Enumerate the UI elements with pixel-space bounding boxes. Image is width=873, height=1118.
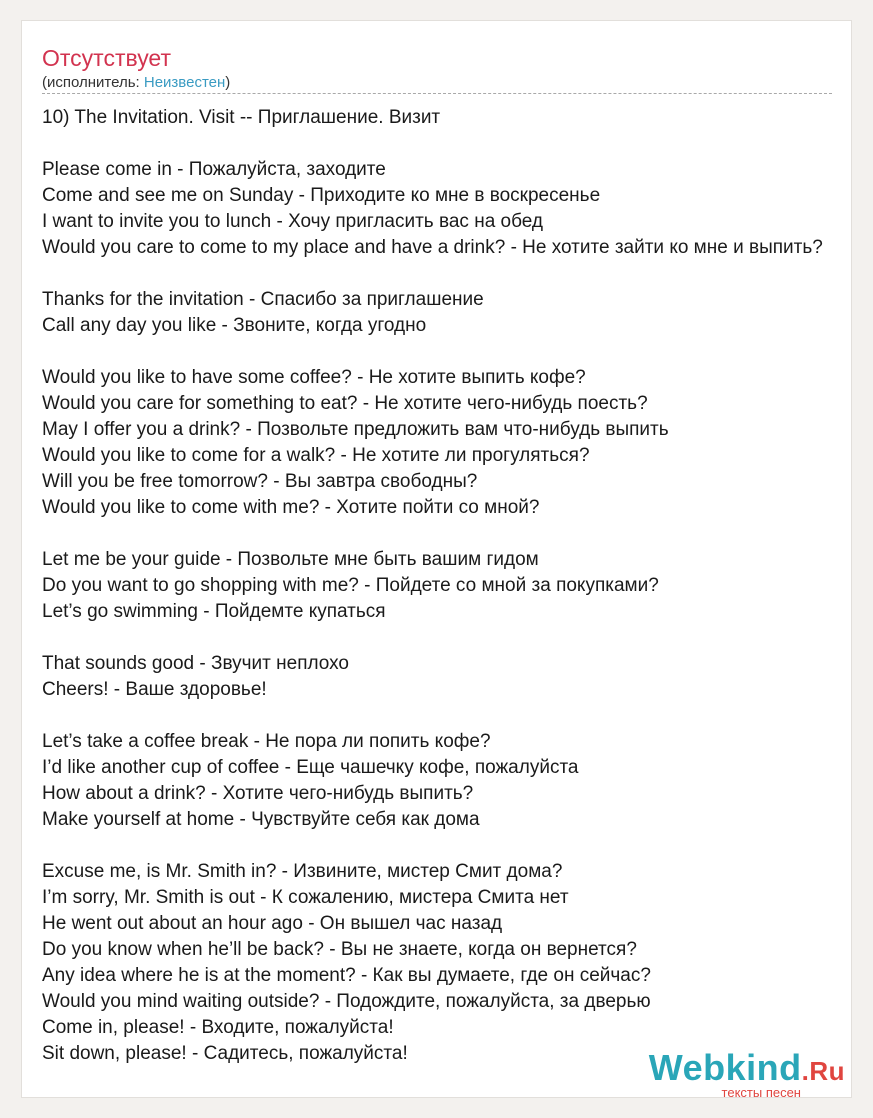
lyrics-line: Would you like to have some coffee? - Не хотите выпить кофе?	[42, 367, 586, 388]
lyrics-line: Come and see me on Sunday - Приходите ко мне в воскресенье	[42, 185, 601, 206]
lyrics-line: Would you care for something to eat? - Не хотите чего-нибудь поесть?	[42, 393, 648, 414]
lyrics-card	[21, 20, 852, 1098]
song-title: Отсутствует	[42, 45, 171, 71]
lyrics-line: I’d like another cup of coffee - Еще чашечку кофе, пожалуйста	[42, 757, 579, 778]
lyrics-line: Come in, please! - Входите, пожалуйста!	[42, 1017, 394, 1038]
lyrics-line: 10) The Invitation. Visit -- Приглашение. Визит	[42, 107, 441, 128]
lyrics-line: Would you like to come for a walk? - Не хотите ли прогуляться?	[42, 445, 590, 466]
lyrics-text	[42, 105, 852, 1093]
artist-line	[42, 73, 230, 93]
lyrics-line: Would you mind waiting outside? - Подождите, пожалуйста, за дверью	[42, 991, 651, 1012]
lyrics-line: May I offer you a drink? - Позвольте предложить вам что-нибудь выпить	[42, 419, 669, 440]
lyrics-stanza	[42, 547, 852, 625]
lyrics-stanza	[42, 729, 852, 833]
lyrics-line: How about a drink? - Хотите чего-нибудь выпить?	[42, 783, 474, 804]
lyrics-line: Let’s take a coffee break - Не пора ли попить кофе?	[42, 731, 491, 752]
artist-link[interactable]: Неизвестен	[143, 74, 226, 91]
watermark-brand: Webkind	[648, 1047, 802, 1088]
site-watermark	[649, 1048, 845, 1099]
artist-suffix: )	[225, 74, 231, 91]
artist-prefix: (исполнитель:	[42, 74, 144, 91]
watermark-tld: .Ru	[801, 1056, 845, 1086]
lyrics-line: Make yourself at home - Чувствуйте себя как дома	[42, 809, 480, 830]
lyrics-line: Call any day you like - Звоните, когда угодно	[42, 315, 427, 336]
lyrics-line: Excuse me, is Mr. Smith in? - Извините, мистер Смит дома?	[42, 861, 563, 882]
lyrics-line: Sit down, please! - Садитесь, пожалуйста!	[42, 1043, 408, 1064]
lyrics-line: Let’s go swimming - Пойдемте купаться	[42, 601, 386, 622]
watermark-tagline: тексты песен	[721, 1085, 801, 1100]
lyrics-line: Please come in - Пожалуйста, заходите	[42, 159, 386, 180]
lyrics-line: Any idea where he is at the moment? - Как вы думаете, где он сейчас?	[42, 965, 651, 986]
lyrics-line: I’m sorry, Mr. Smith is out - К сожалению, мистера Смита нет	[42, 887, 569, 908]
lyrics-line: Cheers! - Ваше здоровье!	[42, 679, 267, 700]
lyrics-stanza	[42, 859, 852, 1067]
lyrics-stanza	[42, 365, 852, 521]
lyrics-stanza	[42, 287, 852, 339]
lyrics-line: He went out about an hour ago - Он вышел час назад	[42, 913, 503, 934]
lyrics-line: Thanks for the invitation - Спасибо за приглашение	[42, 289, 484, 310]
lyrics-line: That sounds good - Звучит неплохо	[42, 653, 349, 674]
lyrics-line: Would you care to come to my place and have a drink? - Не хотите зайти ко мне и выпить?	[42, 237, 823, 258]
lyrics-line: Do you know when he’ll be back? - Вы не знаете, когда он вернется?	[42, 939, 637, 960]
lyrics-stanza	[42, 105, 852, 131]
lyrics-line: I want to invite you to lunch - Хочу пригласить вас на обед	[42, 211, 544, 232]
lyrics-line: Will you be free tomorrow? - Вы завтра свободны?	[42, 471, 478, 492]
dashed-divider	[42, 93, 832, 94]
lyrics-line: Let me be your guide - Позвольте мне быть вашим гидом	[42, 549, 539, 570]
lyrics-line: Do you want to go shopping with me? - Пойдете со мной за покупками?	[42, 575, 659, 596]
lyrics-line: Would you like to come with me? - Хотите пойти со мной?	[42, 497, 540, 518]
lyrics-stanza	[42, 157, 852, 261]
lyrics-stanza	[42, 651, 852, 703]
